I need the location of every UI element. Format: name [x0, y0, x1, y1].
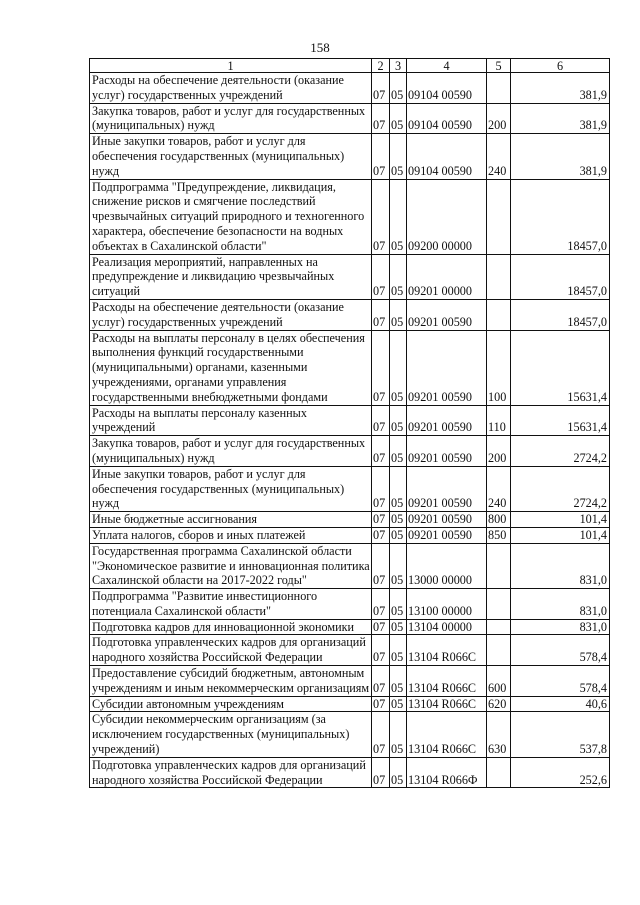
row-name: Иные закупки товаров, работ и услуг для обеспечения государственных (муниципальных) нужд [90, 466, 372, 511]
table-row [90, 527, 610, 543]
row-amount: 40,6 [511, 696, 610, 712]
row-subsection: 05 [390, 179, 407, 254]
header-col-3: 3 [390, 59, 407, 73]
row-subsection: 05 [390, 635, 407, 666]
row-name: Расходы на выплаты персоналу в целях обеспечения выполнения функций государственными (муниципальными) органами, казенными учреждениями, органами управления государственными внебюджетными фондами [90, 330, 372, 405]
header-row [90, 59, 610, 73]
row-expense-type [487, 757, 511, 788]
row-name: Подготовка управленческих кадров для организаций народного хозяйства Российской Федерации [90, 635, 372, 666]
row-amount: 15631,4 [511, 330, 610, 405]
row-amount: 101,4 [511, 512, 610, 528]
row-expense-type [487, 619, 511, 635]
row-expense-type [487, 73, 511, 104]
row-subsection: 05 [390, 466, 407, 511]
row-name: Расходы на обеспечение деятельности (оказание услуг) государственных учреждений [90, 73, 372, 104]
row-amount: 381,9 [511, 103, 610, 134]
row-subsection: 05 [390, 512, 407, 528]
row-section: 07 [372, 436, 390, 467]
row-amount: 18457,0 [511, 254, 610, 299]
row-section: 07 [372, 527, 390, 543]
row-subsection: 05 [390, 436, 407, 467]
row-name: Государственная программа Сахалинской области "Экономическое развитие и инновационная политика Сахалинской области на 2017-2022 годы" [90, 543, 372, 588]
row-subsection: 05 [390, 299, 407, 330]
table-row [90, 254, 610, 299]
row-subsection: 05 [390, 405, 407, 436]
row-expense-type: 110 [487, 405, 511, 436]
table-row [90, 696, 610, 712]
table-row [90, 589, 610, 620]
table-row [90, 405, 610, 436]
row-expense-type: 200 [487, 103, 511, 134]
row-amount: 18457,0 [511, 299, 610, 330]
row-amount: 831,0 [511, 619, 610, 635]
table-row [90, 103, 610, 134]
page-number: 158 [310, 40, 330, 55]
row-amount: 537,8 [511, 712, 610, 757]
row-name: Подготовка управленческих кадров для организаций народного хозяйства Российской Федерации [90, 757, 372, 788]
table-row [90, 712, 610, 757]
row-subsection: 05 [390, 254, 407, 299]
row-name: Иные закупки товаров, работ и услуг для обеспечения государственных (муниципальных) нужд [90, 134, 372, 179]
row-name: Расходы на обеспечение деятельности (оказание услуг) государственных учреждений [90, 299, 372, 330]
row-section: 07 [372, 466, 390, 511]
row-amount: 578,4 [511, 635, 610, 666]
header-col-1: 1 [90, 59, 372, 73]
row-subsection: 05 [390, 712, 407, 757]
table-row [90, 179, 610, 254]
table-row [90, 619, 610, 635]
row-name: Закупка товаров, работ и услуг для государственных (муниципальных) нужд [90, 436, 372, 467]
row-expense-type [487, 589, 511, 620]
table-row [90, 299, 610, 330]
row-expense-type [487, 299, 511, 330]
table-header [90, 59, 610, 73]
row-section: 07 [372, 405, 390, 436]
row-name: Закупка товаров, работ и услуг для государственных (муниципальных) нужд [90, 103, 372, 134]
row-subsection: 05 [390, 757, 407, 788]
table-row [90, 543, 610, 588]
row-section: 07 [372, 635, 390, 666]
row-subsection: 05 [390, 589, 407, 620]
row-subsection: 05 [390, 330, 407, 405]
row-expense-type: 600 [487, 666, 511, 697]
header-col-5: 5 [487, 59, 511, 73]
row-name: Уплата налогов, сборов и иных платежей [90, 527, 372, 543]
row-amount: 381,9 [511, 73, 610, 104]
row-expense-type: 800 [487, 512, 511, 528]
row-target-article: 09201 00590 [407, 405, 487, 436]
row-amount: 831,0 [511, 543, 610, 588]
header-col-4: 4 [407, 59, 487, 73]
row-amount: 101,4 [511, 527, 610, 543]
row-target-article: 09201 00590 [407, 330, 487, 405]
row-amount: 2724,2 [511, 436, 610, 467]
row-target-article: 13104 00000 [407, 619, 487, 635]
row-subsection: 05 [390, 696, 407, 712]
row-amount: 15631,4 [511, 405, 610, 436]
row-target-article: 09200 00000 [407, 179, 487, 254]
table-row [90, 757, 610, 788]
row-amount: 2724,2 [511, 466, 610, 511]
header-col-2: 2 [372, 59, 390, 73]
table-body [90, 73, 610, 788]
row-target-article: 09201 00590 [407, 512, 487, 528]
row-name: Предоставление субсидий бюджетным, автономным учреждениям и иным некоммерческим организациям [90, 666, 372, 697]
row-expense-type: 620 [487, 696, 511, 712]
row-target-article: 09104 00590 [407, 134, 487, 179]
row-target-article: 09104 00590 [407, 73, 487, 104]
budget-table [89, 58, 610, 788]
row-section: 07 [372, 73, 390, 104]
row-subsection: 05 [390, 73, 407, 104]
row-expense-type: 200 [487, 436, 511, 467]
row-subsection: 05 [390, 543, 407, 588]
table-row [90, 73, 610, 104]
row-section: 07 [372, 134, 390, 179]
row-amount: 252,6 [511, 757, 610, 788]
row-name: Субсидии некоммерческим организациям (за исключением государственных (муниципальных) учреждений) [90, 712, 372, 757]
row-section: 07 [372, 103, 390, 134]
table-row [90, 512, 610, 528]
row-expense-type [487, 179, 511, 254]
row-target-article: 09201 00590 [407, 299, 487, 330]
row-expense-type [487, 635, 511, 666]
row-target-article: 13000 00000 [407, 543, 487, 588]
row-expense-type [487, 543, 511, 588]
row-target-article: 13104 R066C [407, 712, 487, 757]
row-section: 07 [372, 589, 390, 620]
row-amount: 18457,0 [511, 179, 610, 254]
row-expense-type: 100 [487, 330, 511, 405]
row-expense-type: 630 [487, 712, 511, 757]
row-section: 07 [372, 330, 390, 405]
row-name: Подготовка кадров для инновационной экономики [90, 619, 372, 635]
row-section: 07 [372, 619, 390, 635]
row-target-article: 13104 R066C [407, 635, 487, 666]
row-name: Реализация мероприятий, направленных на предупреждение и ликвидацию чрезвычайных ситуаций [90, 254, 372, 299]
row-subsection: 05 [390, 134, 407, 179]
row-name: Подпрограмма "Развитие инвестиционного потенциала Сахалинской области" [90, 589, 372, 620]
table-row [90, 466, 610, 511]
row-expense-type [487, 254, 511, 299]
row-expense-type: 850 [487, 527, 511, 543]
row-amount: 381,9 [511, 134, 610, 179]
row-expense-type: 240 [487, 466, 511, 511]
row-amount: 831,0 [511, 589, 610, 620]
header-col-6: 6 [511, 59, 610, 73]
row-section: 07 [372, 712, 390, 757]
row-subsection: 05 [390, 666, 407, 697]
row-target-article: 09201 00590 [407, 527, 487, 543]
row-section: 07 [372, 666, 390, 697]
row-name: Субсидии автономным учреждениям [90, 696, 372, 712]
row-section: 07 [372, 543, 390, 588]
table-row [90, 436, 610, 467]
row-target-article: 09104 00590 [407, 103, 487, 134]
row-target-article: 13104 R066C [407, 696, 487, 712]
row-target-article: 09201 00000 [407, 254, 487, 299]
row-section: 07 [372, 254, 390, 299]
row-name: Подпрограмма "Предупреждение, ликвидация, снижение рисков и смягчение последствий чрезвычайных ситуаций природного и техногенного характера, обеспечение безопасности на водных объектах в Сахалинской области" [90, 179, 372, 254]
row-section: 07 [372, 512, 390, 528]
row-amount: 578,4 [511, 666, 610, 697]
row-target-article: 13100 00000 [407, 589, 487, 620]
row-subsection: 05 [390, 103, 407, 134]
row-target-article: 09201 00590 [407, 466, 487, 511]
table-row [90, 635, 610, 666]
row-target-article: 09201 00590 [407, 436, 487, 467]
row-subsection: 05 [390, 619, 407, 635]
row-target-article: 13104 R066Ф [407, 757, 487, 788]
row-expense-type: 240 [487, 134, 511, 179]
row-target-article: 13104 R066C [407, 666, 487, 697]
row-section: 07 [372, 299, 390, 330]
row-name: Расходы на выплаты персоналу казенных учреждений [90, 405, 372, 436]
row-subsection: 05 [390, 527, 407, 543]
row-section: 07 [372, 757, 390, 788]
row-name: Иные бюджетные ассигнования [90, 512, 372, 528]
row-section: 07 [372, 179, 390, 254]
table-row [90, 134, 610, 179]
row-section: 07 [372, 696, 390, 712]
table-row [90, 330, 610, 405]
table-row [90, 666, 610, 697]
